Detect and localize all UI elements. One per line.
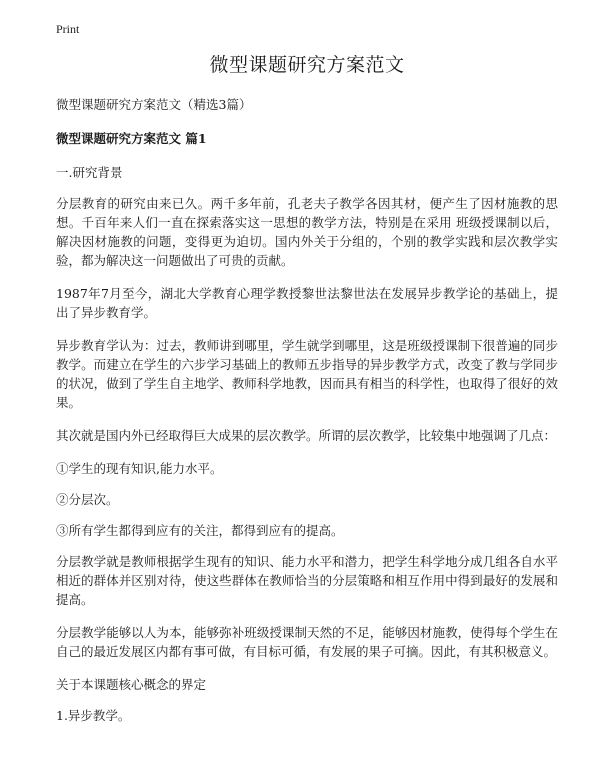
paragraph-background-heading: 一.研究背景 [56, 165, 123, 180]
document-title: 微型课题研究方案范文 [209, 54, 405, 76]
section-heading: 微型课题研究方案范文 篇1 [56, 131, 207, 146]
paragraph: 1987年7月至今，湖北大学教育心理学教授黎世法黎世法在发展异步教学论的基础上，提出了异步教育学。 [56, 286, 558, 320]
document-subtitle: 微型课题研究方案范文（精选3篇） [56, 97, 252, 112]
paragraph: 其次就是国内外已经取得巨大成果的层次教学。所谓的层次教学，比较集中地强调了几点： [56, 428, 557, 443]
list-item: ①学生的现有知识,能力水平。 [56, 461, 223, 476]
list-item: ③所有学生都得到应有的关注，都得到应有的提高。 [56, 523, 344, 538]
paragraph-concept-heading: 关于本课题核心概念的界定 [56, 677, 207, 692]
print-label[interactable]: Print [56, 22, 80, 36]
paragraph-subheading: 1.异步教学。 [56, 708, 131, 723]
list-item: ②分层次。 [56, 492, 119, 507]
document-page [56, 42, 558, 737]
paragraph: 异步教育学认为：过去，教师讲到哪里，学生就学到哪里，这是班级授课制下很普遍的同步教学。而建立在学生的六步学习基础上的教师五步指导的异步教学方式，改变了教与学同步的状况，做到了学生自主地学、教师科学地教，因而具有相当的科学性，也取得了很好的效果。 [56, 338, 558, 410]
paragraph: 分层教育的研究由来已久。两千多年前，孔老夫子教学各因其材，便产生了因材施教的思想。千百年来人们一直在探索落实这一思想的教学方法，特别是在采用 班级授课制以后，解决因材施教的问题，变得更为迫切。国内外关于分组的，个别的教学实践和层次教学实验，都为解决这一问题做出了可贵的贡献。 [56, 196, 558, 268]
paragraph: 分层教学能够以人为本，能够弥补班级授课制天然的不足，能够因材施教，使得每个学生在自己的最近发展区内都有事可做，有目标可循，有发展的果子可摘。因此，有其积极意义。 [56, 625, 558, 659]
paragraph: 分层教学就是教师根据学生现有的知识、能力水平和潜力，把学生科学地分成几组各自水平相近的群体并区别对待，使这些群体在教师恰当的分层策略和相互作用中得到最好的发展和提高。 [56, 554, 558, 607]
